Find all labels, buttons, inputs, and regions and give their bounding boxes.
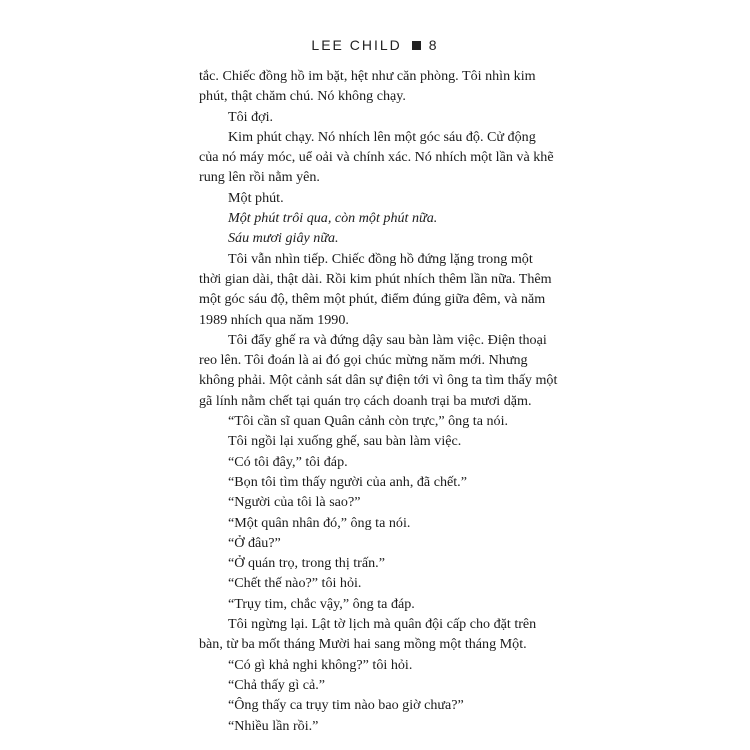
text-line: tắc. Chiếc đồng hồ im bặt, hệt như căn phòng. Tôi nhìn kim xyxy=(199,68,536,84)
text-line: Tôi vẫn nhìn tiếp. Chiếc đồng hồ đứng lặng trong một xyxy=(228,250,533,267)
separator-square-icon xyxy=(412,41,421,50)
text-line: phút, thật chăm chú. Nó không chạy. xyxy=(199,88,406,105)
text-line: bàn, từ ba mốt tháng Mười hai sang mồng một tháng Một. xyxy=(199,636,527,653)
text-line: Tôi ngừng lại. Lật tờ lịch mà quân đội cấp cho đặt trên xyxy=(228,616,537,633)
text-line: gã lính nằm chết tại quán trọ cách doanh trại ba mươi dặm. xyxy=(199,392,532,409)
author-name: LEE CHILD xyxy=(311,37,402,53)
text-line: “Một quân nhân đó,” ông ta nói. xyxy=(228,514,411,531)
text-line: “Ông thấy ca trụy tim nào bao giờ chưa?” xyxy=(228,697,464,714)
text-line: Sáu mươi giây nữa. xyxy=(228,230,339,247)
text-line: “Bọn tôi tìm thấy người của anh, đã chết.” xyxy=(228,473,467,490)
text-line: rung lên rồi nằm yên. xyxy=(199,169,320,186)
text-line: Tôi ngồi lại xuống ghế, sau bàn làm việc. xyxy=(228,433,462,450)
running-head xyxy=(0,37,750,53)
text-line: “Có tôi đây,” tôi đáp. xyxy=(228,453,348,470)
text-line: Tôi đợi. xyxy=(228,108,274,125)
text-line: reo lên. Tôi đoán là ai đó gọi chúc mừng năm mới. Nhưng xyxy=(199,352,528,369)
text-line: không phải. Một cảnh sát dân sự điện tới vì ông ta tìm thấy một xyxy=(199,372,558,389)
text-line: Tôi đẩy ghế ra và đứng dậy sau bàn làm việc. Điện thoại xyxy=(228,331,547,348)
text-line: “Ở đâu?” xyxy=(228,534,281,551)
text-line: của nó máy móc, uể oải và chính xác. Nó nhích một lần và khẽ xyxy=(199,149,554,166)
text-line: thời gian dài, thật dài. Rồi kim phút nhích thêm lần nữa. Thêm xyxy=(199,270,552,287)
text-line: 1989 nhích qua năm 1990. xyxy=(199,311,349,328)
text-line: “Người của tôi là sao?” xyxy=(228,494,361,511)
page-number: 8 xyxy=(428,37,439,53)
text-line: “Trụy tim, chắc vậy,” ông ta đáp. xyxy=(228,595,415,612)
text-line: “Có gì khả nghi không?” tôi hỏi. xyxy=(228,656,413,673)
text-line: “Nhiều lần rồi.” xyxy=(228,717,319,734)
text-line: “Ở quán trọ, trong thị trấn.” xyxy=(228,555,385,572)
text-line: Kim phút chạy. Nó nhích lên một góc sáu độ. Cử động xyxy=(228,128,536,145)
body-text xyxy=(199,66,564,736)
text-line: Một phút. xyxy=(228,189,284,206)
text-line: “Chả thấy gì cả.” xyxy=(228,676,326,693)
text-line: “Chết thế nào?” tôi hỏi. xyxy=(228,575,362,592)
text-line: Một phút trôi qua, còn một phút nữa. xyxy=(228,210,438,227)
text-line: một góc sáu độ, thêm một phút, điểm đúng giữa đêm, và năm xyxy=(199,291,546,308)
text-line: “Tôi cần sĩ quan Quân cảnh còn trực,” ông ta nói. xyxy=(228,413,509,430)
